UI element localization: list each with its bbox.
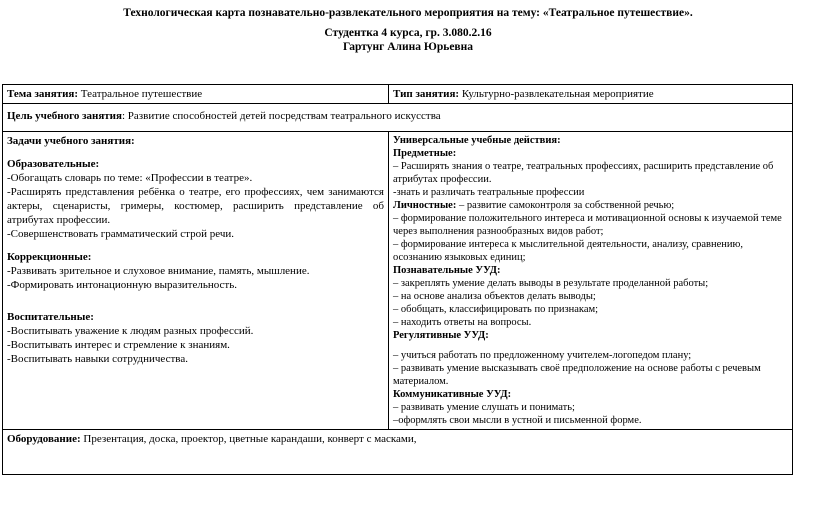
cogn-line: – обобщать, классифицировать по признакам; [393, 304, 599, 315]
goal-label: Цель учебного занятия [7, 110, 122, 122]
edu-label: Образовательные: [7, 158, 100, 170]
topic-value: Театральное путешествие [78, 88, 203, 100]
comm-line: –оформлять свои мысли в устной и письменной форме. [393, 415, 642, 426]
vosp-label: Воспитательные: [7, 311, 94, 323]
tasks-cell [3, 132, 389, 430]
type-value: Культурно-развлекательная мероприятие [459, 88, 654, 100]
equipment-row [3, 430, 793, 475]
tasks-label: Задачи учебного занятия: [7, 135, 135, 147]
cogn-line: – на основе анализа объектов делать выводы; [393, 291, 596, 302]
comm-line: – развивать умение слушать и понимать; [393, 402, 575, 413]
pers-line: – формирование интереса к мыслительной деятельности, анализу, сравнению, осознанию языковых единиц; [393, 239, 743, 263]
vosp-line: -Воспитывать интерес и стремление к знаниям. [7, 339, 230, 351]
edu-line: -Обогащать словарь по теме: «Профессии в театре». [7, 172, 253, 184]
equip-label: Оборудование: [7, 433, 81, 445]
goal-value: : Развитие способностей детей посредствам театрального искусства [121, 110, 441, 122]
pers-label: Личностные: [393, 200, 457, 211]
vosp-line: -Воспитывать уважение к людям разных профессий. [7, 325, 254, 337]
reg-label: Регулятивные УУД: [393, 330, 489, 341]
topic-label: Тема занятия: [7, 88, 79, 100]
vosp-line: -Воспитывать навыки сотрудничества. [7, 353, 188, 365]
pers-line: – развитие самоконтроля за собственной речью; [456, 200, 675, 211]
corr-line: -Формировать интонационную выразительность. [7, 279, 237, 291]
lesson-table [2, 84, 793, 475]
document-title: Технологическая карта познавательно-развлекательного мероприятия на тему: «Театральное путешествие». [123, 7, 693, 19]
student-group: Студентка 4 курса, гр. 3.080.2.16 [324, 27, 492, 39]
type-cell [389, 85, 793, 104]
cogn-line: – закреплять умение делать выводы в результате проделанной работы; [393, 278, 709, 289]
corr-label: Коррекционные: [7, 251, 92, 263]
uud-label: Универсальные учебные действия: [393, 135, 561, 146]
student-name: Гартунг Алина Юрьевна [342, 41, 474, 53]
equipment-cell [3, 430, 793, 475]
edu-line: -Совершенствовать грамматический строй речи. [7, 228, 234, 240]
reg-line: – учиться работать по предложенному учителем-логопедом плану; [393, 350, 692, 361]
cogn-line: – находить ответы на вопросы. [393, 317, 532, 328]
goal-row [3, 104, 793, 132]
comm-label: Коммуникативные УУД: [393, 389, 512, 400]
edu-line: -Расширять представления ребёнка о театре, его профессиях, чем занимаются актеры, сценаристы, гримеры, костюмер, расширить представление об атрибутах профессии. [7, 186, 384, 226]
equip-value: Презентация, доска, проектор, цветные карандаши, конверт с масками, [80, 433, 417, 445]
topic-cell [3, 85, 389, 104]
type-label: Тип занятия: [393, 88, 460, 100]
cogn-label: Познавательные УУД: [393, 265, 501, 276]
topic-row [3, 85, 793, 104]
subj-line: -знать и различать театральные профессии [393, 187, 585, 198]
subj-label: Предметные: [393, 148, 457, 159]
content-row [3, 132, 793, 430]
uud-cell [389, 132, 793, 430]
subj-line: – Расширять знания о театре, театральных профессиях, расширить представление об атрибутах профессии. [393, 161, 774, 185]
corr-line: -Развивать зрительное и слуховое внимание, память, мышление. [7, 265, 310, 277]
goal-cell [3, 104, 793, 132]
pers-line: – формирование положительного интереса и мотивационной основы к изучаемой теме через выполнения разнообразных видов работ; [393, 213, 782, 237]
reg-line: – развивать умение высказывать своё предположение на основе работы с речевым материалом. [393, 363, 761, 387]
